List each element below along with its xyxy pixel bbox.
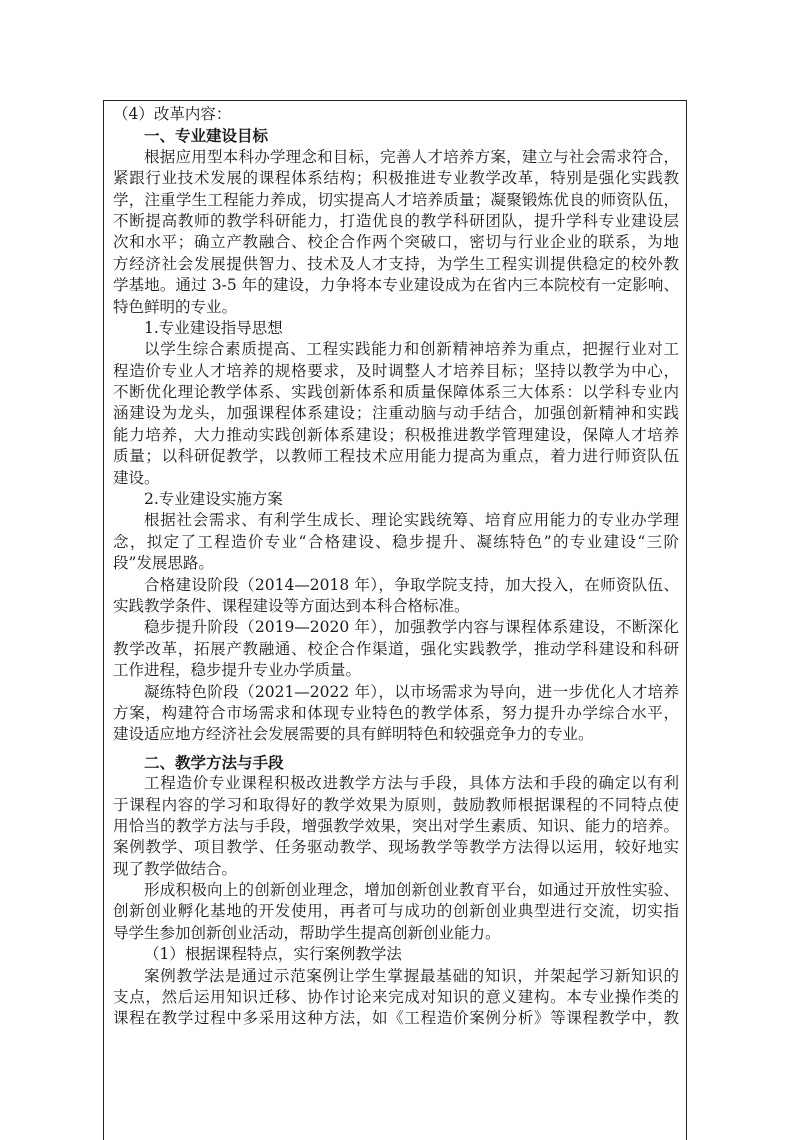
text-line: 次和水平；确立产教融合、校企合作两个突破口，密切与行业企业的联系，为地	[113, 233, 679, 252]
text-line: 课程在教学过程中多采用这种方法，如《工程造价案例分析》等课程教学中，教	[113, 1009, 679, 1028]
text-line: 方经济社会发展提供智力、技术及人才支持，为学生工程实训提供稳定的校外教	[113, 254, 679, 273]
text-line: 稳步提升阶段（2019—2020 年），加强教学内容与课程体系建设，不断深化	[144, 618, 679, 637]
section-heading: 二、教学方法与手段	[144, 752, 284, 772]
text-line: 凝练特色阶段（2021—2022 年），以市场需求为导向，进一步优化人才培养	[144, 682, 679, 701]
text-line: 案例教学法是通过示范案例让学生掌握最基础的知识，并架起学习新知识的	[144, 966, 679, 985]
text-line: 念，拟定了工程造价专业“合格建设、稳步提升、凝练特色”的专业建设“三阶	[113, 532, 679, 551]
text-line: 于课程内容的学习和取得好的教学效果为原则，鼓励教师根据课程的不同特点使	[113, 795, 679, 814]
text-line: 建设。	[113, 468, 160, 487]
text-line: （4）改革内容：	[113, 105, 232, 123]
text-line: 形成积极向上的创新创业理念，增加创新创业教育平台，如通过开放性实验、	[144, 881, 679, 900]
text-line: 案例教学、项目教学、任务驱动教学、现场教学等教学方法得以运用，较好地实	[113, 838, 679, 857]
text-line: （1）根据课程特点，实行案例教学法	[144, 945, 402, 964]
text-line: 现了教学做结合。	[113, 859, 238, 878]
section-heading: 一、专业建设目标	[144, 126, 269, 146]
text-line: 学基地。通过 3-5 年的建设，力争将本专业建设成为在省内三本院校有一定影响、	[113, 276, 679, 295]
reform-content-text	[113, 104, 679, 1030]
text-line: 用恰当的教学方法与手段，增强教学效果，突出对学生素质、知识、能力的培养。	[113, 816, 679, 835]
text-line: 工作进程，稳步提升专业办学质量。	[113, 661, 362, 680]
text-line: 合格建设阶段（2014—2018 年），争取学院支持，加大投入，在师资队伍、	[144, 575, 679, 594]
text-line: 2.专业建设实施方案	[144, 490, 283, 509]
text-line: 涵建设为龙头，加强课程体系建设；注重动脑与动手结合，加强创新精神和实践	[113, 404, 679, 423]
text-line: 工程造价专业课程积极改进教学方法与手段，具体方法和手段的确定以有利	[144, 774, 679, 793]
text-line: 支点，然后运用知识迁移、协作讨论来完成对知识的意义建构。本专业操作类的	[113, 988, 679, 1007]
text-line: 程造价专业人才培养的规格要求，及时调整人才培养目标；坚持以教学为中心，	[113, 361, 679, 380]
text-line: 实践教学条件、课程建设等方面达到本科合格标准。	[113, 596, 470, 615]
text-line: 1.专业建设指导思想	[144, 318, 283, 337]
text-line: 段”发展思路。	[113, 554, 214, 573]
text-line: 创新创业孵化基地的开发使用，再者可与成功的创新创业典型进行交流，切实指	[113, 902, 679, 921]
text-line: 紧跟行业技术发展的课程体系结构；积极推进专业教学改革，特别是强化实践教	[113, 169, 679, 188]
text-line: 不断优化理论教学体系、实践创新体系和质量保障体系三大体系：以学科专业内	[113, 383, 679, 402]
text-line: 以学生综合素质提高、工程实践能力和创新精神培养为重点，把握行业对工	[144, 340, 679, 359]
text-line: 根据社会需求、有利学生成长、理论实践统筹、培育应用能力的专业办学理	[144, 511, 679, 530]
text-line: 教学改革，拓展产教融通、校企合作渠道，强化实践教学，推动学科建设和科研	[113, 639, 679, 658]
text-line: 学，注重学生工程能力养成，切实提高人才培养质量；凝聚锻炼优良的师资队伍，	[113, 190, 679, 209]
text-line: 能力培养，大力推动实践创新体系建设；积极推进教学管理建设，保障人才培养	[113, 425, 679, 444]
text-line: 根据应用型本科办学理念和目标，完善人才培养方案，建立与社会需求符合，	[144, 147, 679, 166]
text-line: 方案，构建符合市场需求和体现专业特色的教学体系，努力提升办学综合水平，	[113, 703, 679, 722]
text-line: 不断提高教师的教学科研能力，打造优良的教学科研团队，提升学科专业建设层	[113, 211, 679, 230]
text-line: 特色鲜明的专业。	[113, 297, 238, 316]
text-line: 建设适应地方经济社会发展需要的具有鲜明特色和较强竞争力的专业。	[113, 725, 594, 744]
text-line: 导学生参加创新创业活动，帮助学生提高创新创业能力。	[113, 923, 501, 942]
text-line: 质量；以科研促教学，以教师工程技术应用能力提高为重点，着力进行师资队伍	[113, 447, 679, 466]
